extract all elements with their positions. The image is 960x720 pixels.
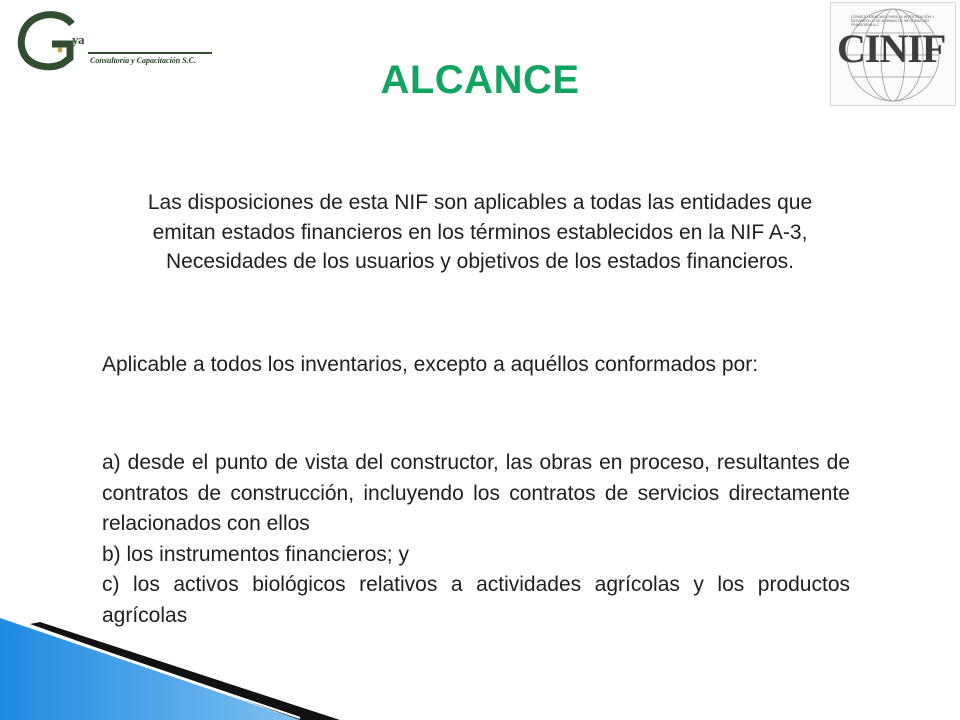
scope-paragraph: Las disposiciones de esta NIF son aplicables a todas las entidades que emitan estados financieros en los términos establecidos en la NIF A-3, Necesidades de los usuarios y objetivos de los estados financieros. xyxy=(147,191,813,273)
list-item: b) los instrumentos financieros; y xyxy=(102,542,409,566)
cinif-wordmark: CINIF xyxy=(837,26,946,71)
logo-rule xyxy=(88,52,212,54)
list-item: c) los activos biológicos relativos a actividades agrícolas y los productos agrícolas xyxy=(102,573,850,627)
slide-title: ALCANCE xyxy=(380,58,580,102)
logo-tagline: Consultoría y Capacitación S.C. xyxy=(90,56,197,65)
logo-suffix: ya xyxy=(72,32,84,47)
inventories-paragraph: Aplicable a todos los inventarios, excepto a aquéllos conformados por: xyxy=(102,353,759,376)
exclusions-list xyxy=(102,448,850,631)
corner-decoration xyxy=(0,610,340,720)
cinif-small-text: CONSEJO MEXICANO PARA LA INVESTIGACIÓN Y DESARROLLO DE NORMAS DE INFORMACIÓN FINANCIERA A.C. xyxy=(851,15,935,27)
list-item: a) desde el punto de vista del constructor, las obras en proceso, resultantes de contratos de construcción, incluyendo los contratos de servicios directamente relacionados con ellos xyxy=(102,451,850,535)
